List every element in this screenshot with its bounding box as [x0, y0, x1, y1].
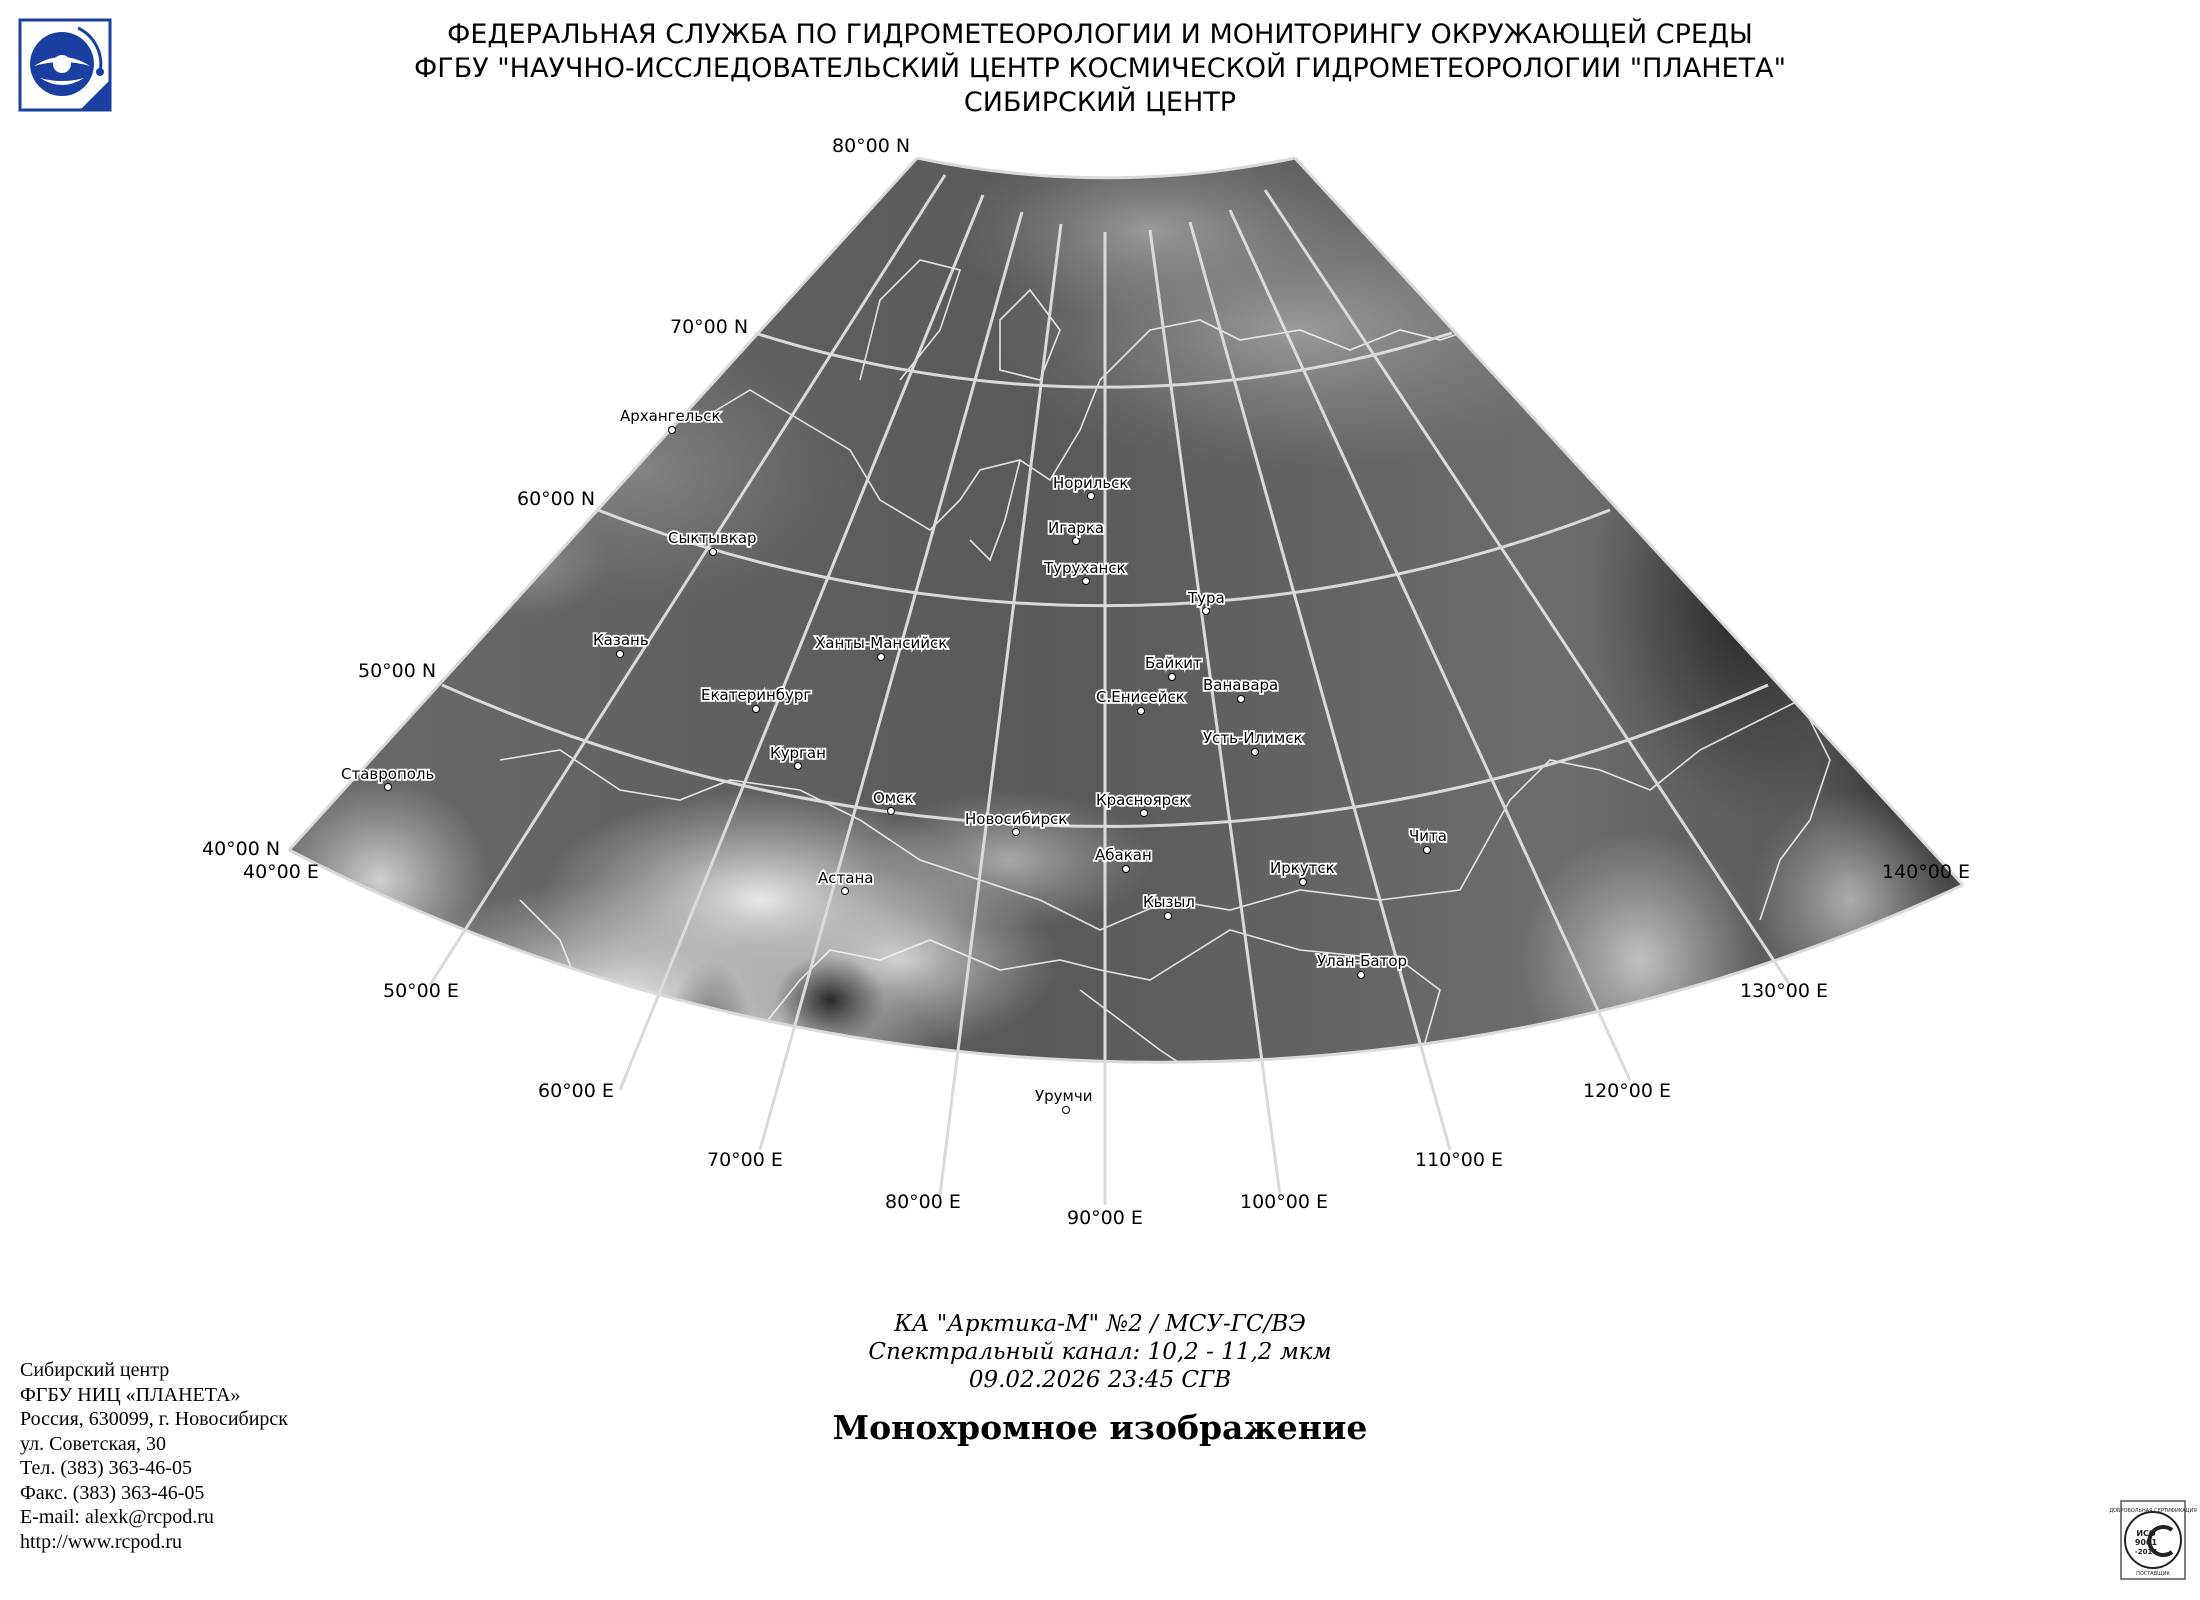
city-kazan: Казань: [593, 631, 649, 649]
contact-block: [20, 1358, 288, 1554]
certification-badge: [2109, 1500, 2197, 1580]
contact-line: Сибирский центр: [20, 1359, 170, 1381]
caption-channel: Спектральный канал: 10,2 - 11,2 мкм: [868, 1339, 1332, 1365]
caption-datetime: 09.02.2026 23:45 СГВ: [968, 1367, 1232, 1393]
lon-label-140: 140°00 E: [1882, 861, 1970, 883]
lon-label-50: 50°00 E: [383, 980, 459, 1002]
badge-bottom-text: ПОСТАВЩИК: [2136, 1571, 2170, 1577]
lon-label-100: 100°00 E: [1240, 1191, 1328, 1213]
city-urumqi: Урумчи: [1035, 1087, 1093, 1105]
lon-label-130: 130°00 E: [1740, 980, 1828, 1002]
city-omsk: Омск: [873, 789, 914, 807]
city-ust-ilimsk: Усть-Илимск: [1203, 729, 1303, 747]
lon-label-60: 60°00 E: [538, 1080, 614, 1102]
badge-std-3: -2015: [2134, 1548, 2158, 1556]
city-ekaterinburg: Екатеринбург: [701, 686, 812, 704]
lon-label-40: 40°00 E: [243, 861, 319, 883]
city-khanty-mansiysk: Ханты-Мансийск: [815, 634, 948, 652]
image-title: Монохромное изображение: [832, 1408, 1368, 1447]
city-stavropol: Ставрополь: [341, 765, 435, 783]
lon-label-90: 90°00 E: [1067, 1207, 1143, 1229]
city-baykit: Байкит: [1145, 654, 1202, 672]
city-norilsk: Норильск: [1053, 474, 1129, 492]
image-caption: [0, 1310, 2200, 1394]
lat-label-80: 80°00 N: [832, 135, 911, 157]
lat-label-40: 40°00 N: [202, 838, 281, 860]
lon-label-120: 120°00 E: [1583, 1080, 1671, 1102]
contact-line: ФГБУ НИЦ «ПЛАНЕТА»: [20, 1383, 241, 1406]
header-line-1: ФЕДЕРАЛЬНАЯ СЛУЖБА ПО ГИДРОМЕТЕОРОЛОГИИ И МОНИТОРИНГУ ОКРУЖАЮЩЕЙ СРЕДЫ: [447, 19, 1753, 50]
lat-label-70: 70°00 N: [670, 316, 749, 338]
contact-website: http://www.rcpod.ru: [20, 1530, 183, 1553]
city-krasnoyarsk: Красноярск: [1096, 791, 1189, 809]
contact-line: ул. Советская, 30: [20, 1432, 166, 1455]
city-astana: Астана: [818, 869, 874, 887]
contact-email: E-mail: alexk@rcpod.ru: [20, 1506, 214, 1528]
city-tura: Тура: [1188, 589, 1225, 607]
badge-std-1: ИСО: [2136, 1529, 2156, 1538]
city-chita: Чита: [1409, 827, 1447, 845]
lat-label-60: 60°00 N: [517, 488, 596, 510]
city-arkhangelsk: Архангельск: [620, 407, 721, 425]
lon-label-80: 80°00 E: [885, 1191, 961, 1213]
city-irkutsk: Иркутск: [1270, 859, 1335, 877]
city-kyzyl: Кызыл: [1143, 893, 1195, 911]
city-s-eniseysk: С.Енисейск: [1096, 688, 1185, 706]
contact-line: Россия, 630099, г. Новосибирск: [20, 1408, 289, 1430]
city-syktyvkar: Сыктывкар: [668, 529, 757, 547]
contact-line: Тел. (383) 363-46-05: [20, 1457, 192, 1479]
city-ulan-bator: Улан-Батор: [1317, 952, 1408, 970]
lat-label-50: 50°00 N: [358, 660, 437, 682]
city-novosibirsk: Новосибирск: [965, 810, 1068, 828]
city-kurgan: Курган: [770, 744, 826, 762]
city-vanavara: Ванавара: [1203, 676, 1279, 694]
city-abakan: Абакан: [1095, 846, 1152, 864]
badge-top-text: ДОБРОВОЛЬНАЯ СЕРТИФИКАЦИЯ: [2109, 1508, 2197, 1514]
city-turukhansk: Туруханск: [1044, 559, 1126, 577]
city-igarka: Игарка: [1048, 519, 1105, 537]
contact-line: Факс. (383) 363-46-05: [20, 1481, 205, 1504]
lon-label-70: 70°00 E: [707, 1149, 783, 1171]
badge-std-2: 9001: [2134, 1538, 2158, 1547]
caption-satellite: КА "Арктика-М" №2 / МСУ-ГС/ВЭ: [894, 1311, 1306, 1337]
header-line-3: СИБИРСКИЙ ЦЕНТР: [963, 87, 1237, 118]
lon-label-110: 110°00 E: [1415, 1149, 1503, 1171]
header-line-2: ФГБУ "НАУЧНО-ИССЛЕДОВАТЕЛЬСКИЙ ЦЕНТР КОСМИЧЕСКОЙ ГИДРОМЕТЕОРОЛОГИИ "ПЛАНЕТА": [414, 53, 1786, 84]
